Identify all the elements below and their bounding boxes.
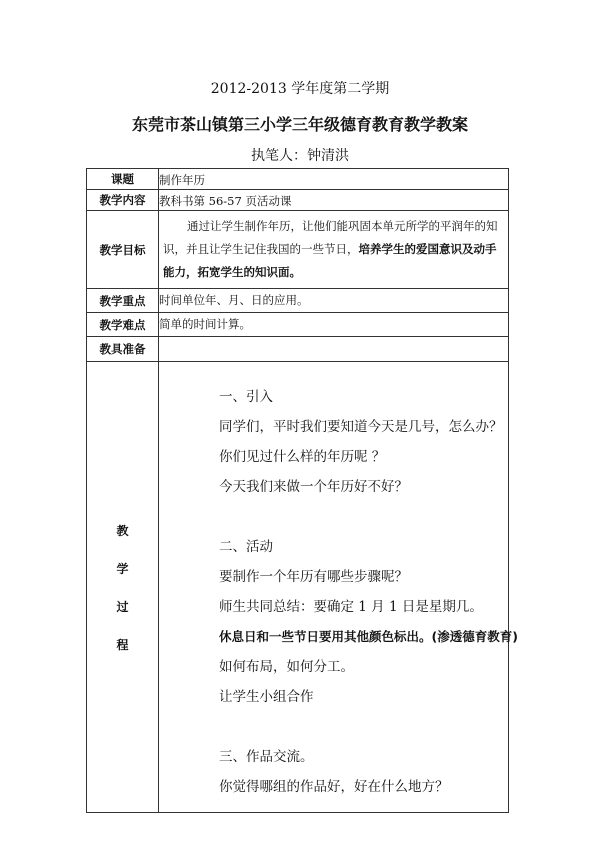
process-label	[87, 362, 159, 813]
content-label: 教学内容	[87, 190, 159, 211]
row-topic	[87, 169, 509, 190]
section-heading-exchange: 三、作品交流。	[219, 749, 314, 765]
process-label-char: 程	[116, 637, 129, 652]
goal-text-plain: 通过让学生制作年历，让他们能巩固本单元所学的平润年的知识，并且让学生记住我国的一些节日，	[163, 219, 498, 256]
activity-bold-line: 休息日和一些节日要用其他颜色标出。(渗透德育教育)	[219, 629, 518, 644]
exchange-line: 你觉得哪组的作品好，好在什么地方？	[219, 779, 449, 795]
row-key-point	[87, 289, 509, 313]
goal-text-bold: 培养学生的爱国意识及动手能力，拓宽学生的知识面。	[163, 242, 497, 279]
key-point-label: 教学重点	[87, 289, 159, 313]
goal-value	[159, 211, 509, 289]
topic-label: 课题	[87, 169, 159, 190]
difficulty-label: 教学难点	[87, 313, 159, 337]
lesson-plan-table	[86, 168, 518, 813]
activity-line: 如何布局，如何分工。	[219, 659, 354, 675]
process-label-char: 教	[116, 523, 129, 538]
intro-line: 同学们，平时我们要知道今天是几号，怎么办？	[219, 419, 503, 435]
process-label-char: 过	[116, 599, 129, 614]
activity-line: 让学生小组合作	[219, 689, 314, 705]
row-goal	[87, 211, 509, 289]
spacer	[219, 502, 508, 532]
goal-label: 教学目标	[87, 211, 159, 289]
author-line: 执笔人：钟清洪	[251, 148, 349, 164]
intro-line: 今天我们来做一个年历好不好？	[219, 479, 408, 495]
materials-label: 教具准备	[87, 337, 159, 362]
activity-line: 要制作一个年历有哪些步骤呢？	[219, 569, 408, 585]
row-difficulty	[87, 313, 509, 337]
term-heading: 2012-2013 学年度第二学期	[210, 81, 390, 97]
activity-line: 师生共同总结：要确定 1 月 1 日是星期几。	[219, 599, 483, 615]
key-point-value: 时间单位年、月、日的应用。	[159, 289, 509, 313]
intro-line: 你们见过什么样的年历呢 ？	[219, 449, 386, 465]
process-body	[159, 362, 518, 813]
row-content	[87, 190, 509, 211]
spacer	[219, 712, 508, 742]
content-value: 教科书第 56-57 页活动课	[159, 190, 509, 211]
section-heading-activity: 二、活动	[219, 539, 273, 555]
section-heading-intro: 一、引入	[219, 389, 273, 405]
difficulty-value: 简单的时间计算。	[159, 313, 509, 337]
process-label-char: 学	[116, 561, 129, 576]
materials-value	[159, 337, 509, 362]
page-title: 东莞市茶山镇第三小学三年级德育教育教学教案	[131, 115, 468, 134]
row-process	[87, 362, 509, 813]
topic-value: 制作年历	[159, 169, 509, 190]
row-materials	[87, 337, 509, 362]
